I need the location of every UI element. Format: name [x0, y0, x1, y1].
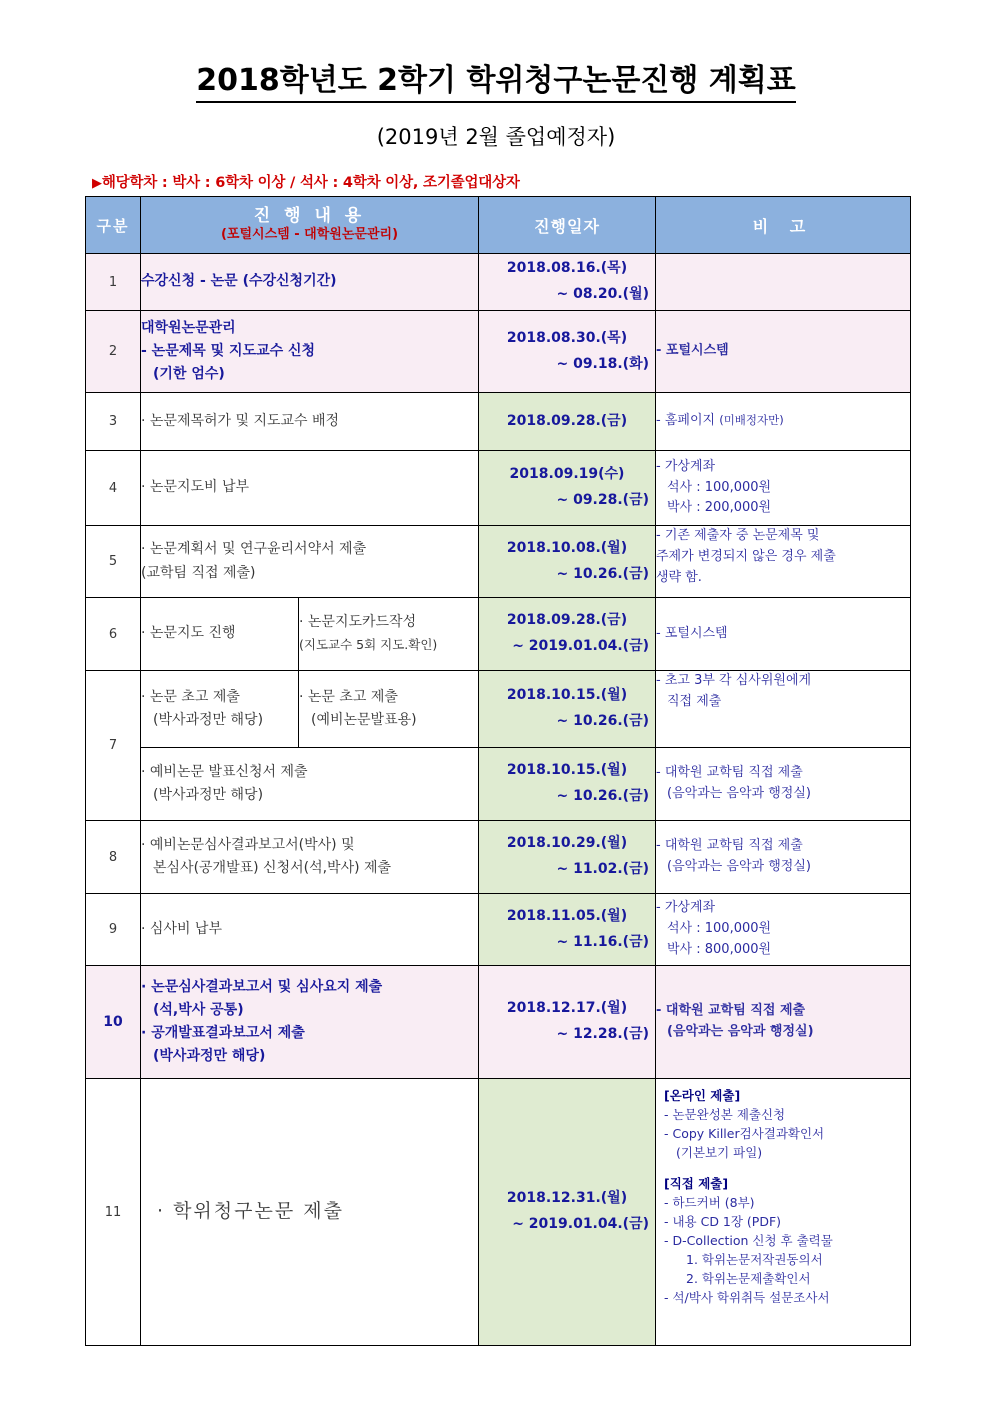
row-note: [656, 451, 911, 526]
row-content: [141, 671, 299, 748]
column-header-date: 진행일자: [479, 197, 656, 254]
row-date-start: 2018.10.15.(월): [506, 687, 628, 704]
row-num: 1: [86, 254, 141, 311]
row-content-line3: · 공개발표결과보고서 제출: [141, 1025, 305, 1041]
online-submission-header: [온라인 제출]: [664, 1088, 741, 1103]
row-content-secondary: [299, 598, 479, 671]
row-note-line2: (음악과는 음악과 행정실): [667, 786, 811, 801]
row-date: [479, 311, 656, 393]
row-num: 11: [86, 1079, 141, 1346]
online-submission-item-2: - Copy Killer검사결과확인서: [664, 1126, 825, 1141]
row-content: [141, 526, 479, 598]
table-row: [86, 894, 911, 966]
row-date-start: 2018.10.08.(월): [506, 539, 628, 556]
row-note: [656, 393, 911, 451]
row-date-end: ~ 11.02.(금): [556, 861, 649, 877]
list-spacer: [664, 1162, 906, 1174]
row-note: [656, 894, 911, 966]
row-date-end: ~ 2019.01.04.(금): [512, 638, 649, 654]
offline-submission-header: [직접 제출]: [664, 1176, 729, 1191]
row-content: 수강신청 - 논문 (수강신청기간): [141, 254, 479, 311]
table-row: [86, 821, 911, 894]
row-note-line3: 생략 함.: [656, 569, 702, 585]
row-num: 8: [86, 821, 141, 894]
row-note: [656, 966, 911, 1079]
row-date: [479, 254, 656, 311]
row-content: · 논문지도 진행: [141, 598, 299, 671]
row-date-start: 2018.09.28.(금): [506, 412, 628, 429]
row-note-line1: - 대학원 교학팀 직접 제출: [656, 765, 803, 781]
row-date: [479, 526, 656, 598]
row-date-end: ~ 08.20.(월): [556, 286, 649, 302]
row-note-line2: 석사 : 100,000원: [667, 479, 772, 495]
row-content-secondary-line2: (예비논문발표용): [311, 712, 417, 728]
row-note: - 포털시스템: [656, 311, 911, 393]
row-num: 5: [86, 526, 141, 598]
row-date: [479, 451, 656, 526]
row-date-start: 2018.08.16.(목): [506, 260, 628, 277]
row-date-start: 2018.10.15.(월): [506, 762, 628, 779]
row-date-end: ~ 09.18.(화): [556, 355, 649, 372]
row-content-line2: (박사과정만 해당): [153, 787, 264, 803]
row-date: [479, 671, 656, 748]
row-note-line2: (음악과는 음악과 행정실): [667, 859, 811, 874]
row-content: · 논문지도비 납부: [141, 451, 479, 526]
triangle-bullet-icon: ▶: [92, 176, 102, 191]
row-num: 2: [86, 311, 141, 393]
row-num: 6: [86, 598, 141, 671]
table-row: [86, 311, 911, 393]
row-content: [141, 311, 479, 393]
row-content: · 심사비 납부: [141, 894, 479, 966]
page-title-text: 2018학년도 2학기 학위청구논문진행 계획표: [196, 63, 795, 103]
row-date-end: ~ 10.26.(금): [556, 565, 649, 582]
online-submission-item-1: - 논문완성본 제출신청: [664, 1107, 786, 1122]
row-note-annotation: (미배정자만): [719, 413, 784, 428]
row-content: [141, 748, 479, 821]
table-row: [86, 1079, 911, 1346]
row-date-end: ~ 12.28.(금): [556, 1026, 649, 1042]
table-row: [86, 526, 911, 598]
table-header: [86, 197, 911, 254]
offline-submission-item-3: - D-Collection 신청 후 출력물: [664, 1233, 833, 1248]
row-note-line2: 직접 제출: [667, 693, 722, 709]
row-note: [656, 748, 911, 821]
row-note-line1: - 홈페이지: [656, 413, 716, 429]
row-content-line2: 본심사(공개발표) 신청서(석,박사) 제출: [153, 860, 392, 876]
offline-submission-item-4: - 석/박사 학위취득 설문조사서: [664, 1290, 830, 1305]
row-date-end: ~ 09.28.(금): [556, 492, 649, 508]
row-date-end: ~ 2019.01.04.(금): [512, 1216, 649, 1232]
row-date: [479, 598, 656, 671]
table-row: [86, 598, 911, 671]
row-date: [479, 393, 656, 451]
row-date-start: 2018.08.30.(목): [506, 329, 628, 346]
row-date-start: 2018.11.05.(월): [506, 907, 628, 924]
offline-submission-item-3b: 2. 학위논문제출확인서: [686, 1271, 811, 1286]
row-content-line1: 대학원논문관리: [141, 319, 236, 336]
online-submission-item-2-sub: (기본보기 파일): [676, 1145, 763, 1160]
row-content-line2: - 논문제목 및 지도교수 신청: [141, 342, 316, 359]
row-content-line1: · 예비논문 발표신청서 제출: [141, 763, 308, 780]
row-note-line3: 박사 : 800,000원: [667, 941, 772, 957]
row-note: [656, 671, 911, 748]
row-note: [656, 1079, 911, 1346]
row-content: [141, 966, 479, 1079]
eligibility-notice: [0, 151, 992, 192]
row-content-secondary-line1: · 논문지도카드작성: [299, 613, 417, 630]
row-note-line2: (음악과는 음악과 행정실): [667, 1024, 814, 1039]
submission-requirements-list: [656, 1079, 910, 1314]
table-row: [86, 671, 911, 748]
column-header-note: 비 고: [656, 197, 911, 254]
row-content: · 논문제목허가 및 지도교수 배정: [141, 393, 479, 451]
row-date-start: 2018.12.31.(월): [506, 1190, 628, 1207]
table-row: [86, 966, 911, 1079]
table-row: [86, 393, 911, 451]
column-header-num: 구분: [86, 197, 141, 254]
row-note-line1: - 초고 3부 각 심사위원에게: [656, 673, 812, 688]
row-num: 3: [86, 393, 141, 451]
row-content-secondary-line2: (지도교수 5회 지도.확인): [299, 637, 438, 652]
schedule-table: [85, 196, 911, 1346]
row-note-line3: 박사 : 200,000원: [667, 500, 772, 516]
row-note-line1: - 가상계좌: [656, 458, 716, 474]
offline-submission-item-2: - 내용 CD 1장 (PDF): [664, 1214, 782, 1229]
column-header-content: [141, 197, 479, 254]
row-note: - 포털시스템: [656, 598, 911, 671]
offline-submission-item-3a: 1. 학위논문저작권동의서: [686, 1252, 823, 1267]
table-row: [86, 254, 911, 311]
row-note-line1: - 기존 제출자 중 논문제목 및: [656, 528, 820, 543]
table-body: [86, 254, 911, 1346]
row-note-line1: - 대학원 교학팀 직접 제출: [656, 838, 803, 854]
offline-submission-item-1: - 하드커버 (8부): [664, 1195, 755, 1210]
row-note-line1: - 대학원 교학팀 직접 제출: [656, 1003, 806, 1019]
row-content: · 학위청구논문 제출: [141, 1079, 479, 1346]
row-date: [479, 966, 656, 1079]
row-date: [479, 821, 656, 894]
row-date-start: 2018.12.17.(월): [506, 1000, 628, 1017]
row-content: [141, 821, 479, 894]
row-note: [656, 254, 911, 311]
row-date-start: 2018.10.29.(월): [506, 835, 628, 852]
row-num: 10: [86, 966, 141, 1079]
row-content-secondary-line1: · 논문 초고 제출: [299, 688, 398, 705]
row-content-line1: · 논문계획서 및 연구윤리서약서 제출: [141, 541, 367, 558]
row-content-secondary: [299, 671, 479, 748]
row-date-end: ~ 10.26.(금): [556, 713, 649, 729]
row-content-line1: · 예비논문심사결과보고서(박사) 및: [141, 836, 355, 853]
row-date: [479, 1079, 656, 1346]
row-note-line1: - 가상계좌: [656, 900, 716, 916]
row-note: [656, 821, 911, 894]
column-header-content-sub: (포털시스템 - 대학원논문관리): [220, 227, 399, 243]
row-content-line1: · 논문 초고 제출: [141, 688, 240, 705]
row-date: [479, 894, 656, 966]
row-date-start: 2018.09.28.(금): [506, 612, 628, 629]
row-content-line2: (교학팀 직접 제출): [141, 564, 256, 581]
page-title: [0, 0, 992, 97]
row-content-line3: (기한 엄수): [153, 366, 225, 383]
page-subtitle: (2019년 2월 졸업예정자): [376, 125, 616, 149]
row-date-end: ~ 10.26.(금): [556, 788, 649, 804]
row-date: [479, 748, 656, 821]
row-num: 4: [86, 451, 141, 526]
eligibility-notice-text: 해당학차 : 박사 : 6학차 이상 / 석사 : 4학차 이상, 조기졸업대상자: [101, 175, 520, 191]
column-header-content-main: 진 행 내 용: [253, 205, 366, 226]
table-row: [86, 451, 911, 526]
table-row: [86, 748, 911, 821]
row-content-line2: (석,박사 공통): [153, 1001, 244, 1018]
row-note-line2: 주제가 변경되지 않은 경우 제출: [656, 548, 836, 564]
row-content-line4: (박사과정만 해당): [153, 1048, 266, 1065]
row-date-end: ~ 11.16.(금): [556, 933, 649, 950]
row-date-start: 2018.09.19(수): [509, 466, 625, 483]
row-content-line2: (박사과정만 해당): [153, 712, 264, 728]
row-note: [656, 526, 911, 598]
row-num: 9: [86, 894, 141, 966]
schedule-table-wrap: [85, 196, 910, 1346]
row-num: 7: [86, 671, 141, 821]
table-header-row: [86, 197, 911, 254]
row-note-line2: 석사 : 100,000원: [667, 921, 772, 937]
row-content-line1: · 논문심사결과보고서 및 심사요지 제출: [141, 978, 383, 995]
